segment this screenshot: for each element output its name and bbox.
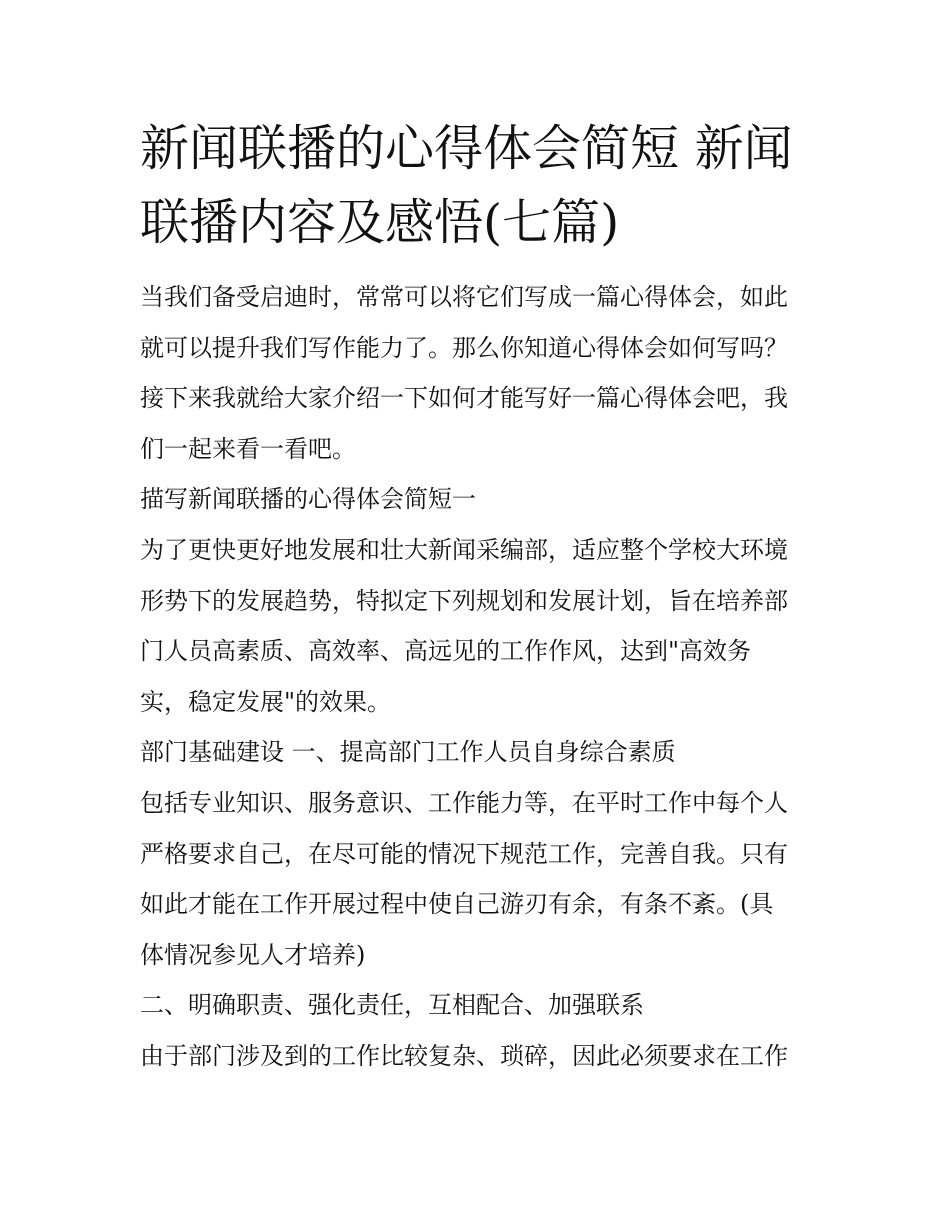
text-line: 由于部门涉及到的工作比较复杂、琐碎，因此必须要求在工作 bbox=[140, 1041, 788, 1070]
text-line: 当我们备受启迪时，常常可以将它们写成一篇心得体会，如此 bbox=[140, 283, 788, 311]
text-line: 如此才能在工作开展过程中使自己游刃有余，有条不紊。(具 bbox=[140, 890, 774, 919]
paragraph-intro bbox=[140, 272, 820, 474]
text-line: 严格要求自己，在尽可能的情况下规范工作，完善自我。只有 bbox=[140, 839, 788, 868]
title-line: 新闻联播的心得体会简短 新闻 bbox=[140, 120, 793, 177]
text-line: 形势下的发展趋势，特拟定下列规划和发展计划，旨在培养部 bbox=[140, 586, 788, 615]
subsection-heading bbox=[140, 727, 820, 778]
text-line: 包括专业知识、服务意识、工作能力等，在平时工作中每个人 bbox=[140, 788, 788, 817]
subsection-heading bbox=[140, 980, 820, 1031]
text-line: 们一起来看一看吧。 bbox=[140, 434, 356, 463]
section-heading bbox=[140, 474, 820, 525]
paragraph-purpose bbox=[140, 525, 820, 727]
text-line: 为了更快更好地发展和壮大新闻采编部，适应整个学校大环境 bbox=[140, 535, 788, 564]
text-line: 接下来我就给大家介绍一下如何才能写好一篇心得体会吧，我 bbox=[140, 384, 788, 413]
title-line: 联播内容及感悟(七篇) bbox=[140, 194, 620, 251]
document-title bbox=[140, 112, 820, 260]
text-line: 体情况参见人才培养) bbox=[140, 940, 366, 969]
text-line: 部门基础建设 一、提高部门工作人员自身综合素质 bbox=[140, 738, 676, 767]
document-body bbox=[140, 272, 820, 1082]
paragraph-duties bbox=[140, 1031, 820, 1082]
paragraph-quality bbox=[140, 778, 820, 980]
text-line: 门人员高素质、高效率、高远见的工作作风，达到"高效务 bbox=[140, 637, 752, 666]
text-line: 描写新闻联播的心得体会简短一 bbox=[140, 485, 476, 514]
document-content bbox=[140, 112, 820, 1082]
text-line: 二、明确职责、强化责任，互相配合、加强联系 bbox=[140, 991, 644, 1020]
text-line: 就可以提升我们写作能力了。那么你知道心得体会如何写吗？ bbox=[140, 333, 788, 362]
text-line: 实，稳定发展"的效果。 bbox=[140, 687, 392, 716]
